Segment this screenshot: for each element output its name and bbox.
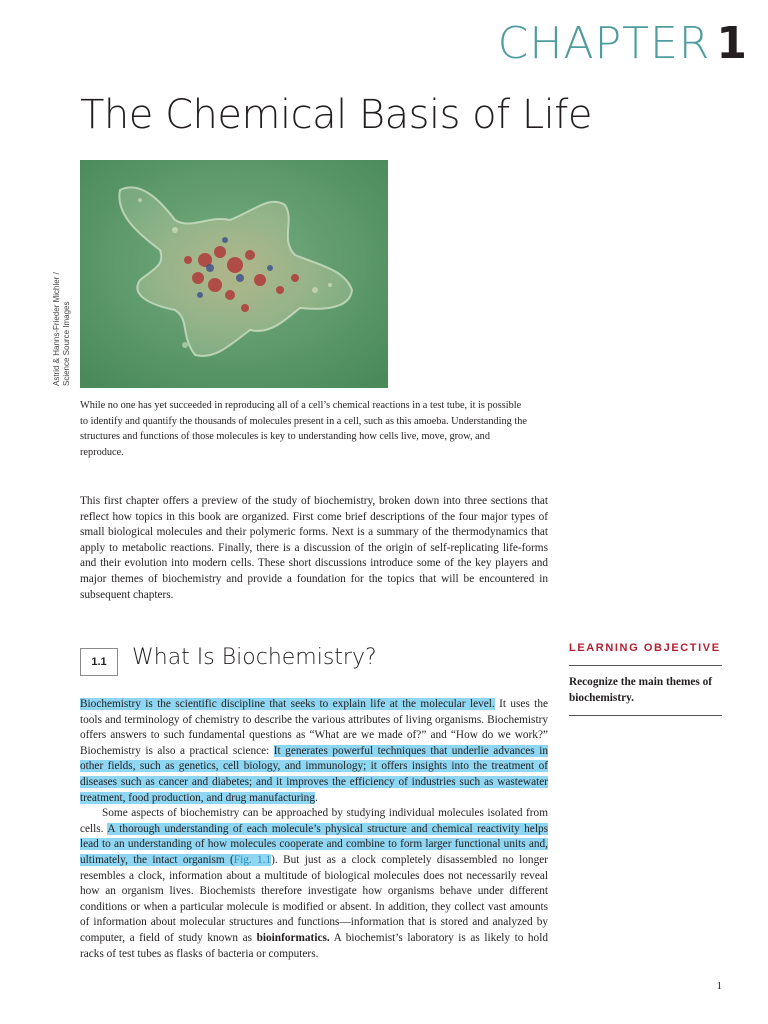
- term-bioinformatics: bioinformatics.: [256, 931, 330, 944]
- amoeba-photo: [80, 160, 388, 388]
- figure-reference-link[interactable]: Fig. 1.1: [233, 853, 272, 866]
- section-body: [80, 697, 548, 962]
- chapter-intro: This first chapter offers a preview of the study of biochemistry, broken down into three sections that reflect how topics in this book are organized. First come brief descriptions of the four major types of small biological molecules and their polymeric forms. Next is a summary of the thermodynamics that apply to metabolic reactions. Finally, there is a discussion of the origin of self-replicating life-forms and their evolution into modern cells. These short discussions introduce some of the key players and major themes of biochemistry and provide a foundation for the topics that will be encountered in subsequent chapters.: [80, 495, 548, 601]
- paragraph-2-tail: A biochemist’s laboratory is as likely to hold racks of test tubes as flasks of bacteria or computers.: [80, 931, 548, 960]
- body-paragraph-2: [80, 806, 548, 962]
- page-number: 1: [716, 980, 722, 992]
- highlight-practical[interactable]: It generates powerful techniques that underlie advances in other fields, such as genetics, cell biology, and immunology; it offers insights into the treatment of diseases such as cancer and diabetes; and it improves the efficiency of industries such as wastewater treatment, food production, and drug manufacturing: [80, 744, 548, 804]
- photo-credit: Astrid & Hanns-Frieder Michler / Science Source Images: [52, 272, 71, 386]
- paragraph-2-start: Some aspects of biochemistry can be approached by studying individual molecules isolated from cells.: [80, 807, 548, 835]
- highlight-definition[interactable]: Biochemistry is the scientific discipline that seeks to explain life at the molecular level.: [80, 698, 495, 710]
- paragraph-1-text: It uses the tools and terminology of chemistry to describe the various attributes of living organisms. Biochemistry offers answers to such fundamental questions as “What are we made of?” and “How do we work?” Biochemistry is also a practical science:: [80, 698, 548, 757]
- chapter-word: CHAPTER: [497, 18, 711, 69]
- body-paragraph-1: [80, 697, 548, 806]
- section-number-badge: 1.1: [80, 648, 118, 676]
- photo-caption: While no one has yet succeeded in reproducing all of a cell’s chemical reactions in a test tube, it is possible to identify and quantify the thousands of molecules present in a cell, such as this amoeba. Understanding the structures and functions of those molecules is key to understanding how cells live, move, grow, and reproduce.: [80, 400, 527, 458]
- chapter-number: 1: [716, 18, 748, 69]
- paragraph-2-text: ). But just as a clock completely disassembled no longer resembles a clock, information about a multitude of biological molecules does not necessarily reveal how an organism lives. Biochemists therefore investigate how organisms behave under different conditions or when a particular molecule is modified or absent. In addition, they collect vast amounts of information about molecular structures and functions—information that is stored and analyzed by computer, a field of study known as: [80, 853, 549, 944]
- learning-objective-text: Recognize the main themes of biochemistry.: [569, 676, 713, 704]
- learning-objective-top-rule: [569, 665, 722, 666]
- highlight-molecules-text: A thorough understanding of each molecule’s physical structure and chemical reactivity helps lead to an understanding of how molecules cooperate and combine to form larger functional units and, ultimately, the intact organism (: [80, 822, 549, 866]
- section-title: What Is Biochemistry?: [132, 645, 377, 670]
- learning-objective-bottom-rule: [569, 715, 722, 716]
- chapter-title: The Chemical Basis of Life: [80, 92, 592, 138]
- paragraph-1-end: .: [314, 791, 318, 804]
- chapter-label: [498, 18, 748, 69]
- amoeba-illustration: [80, 160, 388, 388]
- learning-objective-label: LEARNING OBJECTIVE: [569, 642, 721, 654]
